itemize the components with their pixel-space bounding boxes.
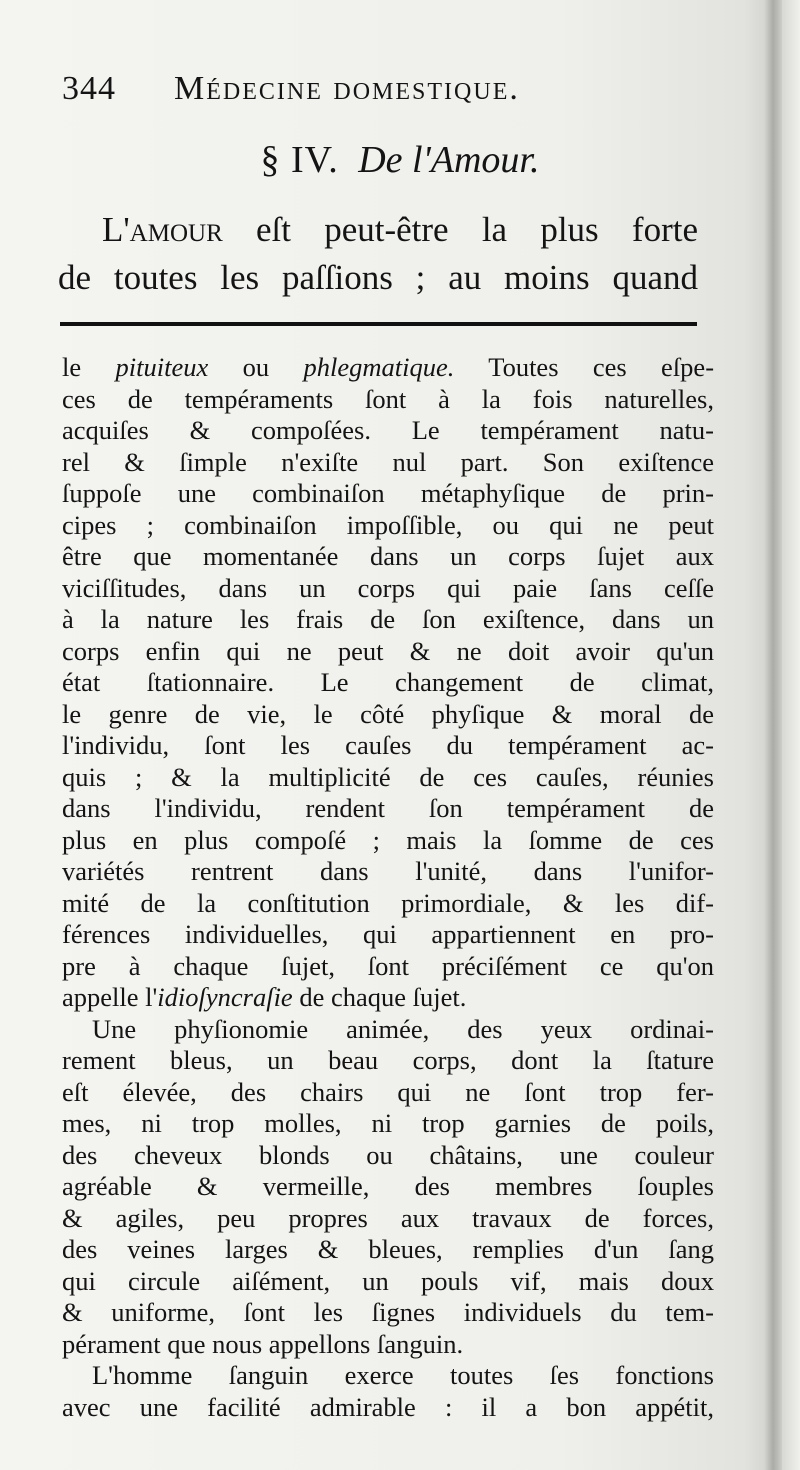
opening-word: L'amour <box>102 210 223 249</box>
page-binding-shadow <box>764 0 782 1470</box>
text-line: & agiles, peu propres aux travaux de forces, <box>62 1202 714 1233</box>
text-line: être que momentanée dans un corps ſujet aux <box>62 541 714 571</box>
text-line: de toutes les paſſions ; au moins quand <box>58 258 698 297</box>
upper-text-block <box>58 206 698 302</box>
text-line: agréable & vermeille, des membres ſouples <box>62 1171 714 1201</box>
text-line: ſuppoſe une combinaiſon métaphyſique de prin- <box>62 478 714 508</box>
paragraph-start-line: L'homme ſanguin exerce toutes ſes fonctions <box>92 1360 714 1390</box>
text-line: le genre de vie, le côté phyſique & moral de <box>62 698 714 729</box>
section-title: De l'Amour. <box>358 139 540 181</box>
text-line: rel & ſimple n'exiſte nul part. Son exiſtence <box>62 446 714 477</box>
text-line: des cheveux blonds ou châtains, une couleur <box>62 1139 714 1170</box>
text-line: l'individu, ſont les cauſes du tempérament ac- <box>62 730 714 760</box>
text-line: quis ; & la multiplicité de ces cauſes, réunies <box>62 761 714 792</box>
paragraph-start-line: Une phyſionomie animée, des yeux ordinai- <box>92 1013 714 1044</box>
body-text-block <box>62 352 714 1423</box>
text-line: appelle l'idioſyncraſie de chaque ſujet. <box>62 982 467 1012</box>
text-line: ces de tempéraments ſont à la fois naturelles, <box>62 383 714 414</box>
text-line: eſt élevée, des chairs qui ne ſont trop fer- <box>62 1076 714 1107</box>
text-line: & uniforme, ſont les ſignes individuels du tem- <box>62 1297 714 1327</box>
text-line: viciſſitudes, dans un corps qui paie ſans ceſſe <box>62 572 714 603</box>
text-line: mité de la conſtitution primordiale, & les dif- <box>62 887 714 918</box>
text-line: dans l'individu, rendent ſon tempérament de <box>62 793 714 823</box>
text-line: le pituiteux ou phlegmatique. Toutes ces eſpe- <box>62 352 715 382</box>
text-line: L'amour eſt peut-être la plus forte <box>102 210 698 249</box>
text-line: des veines larges & bleues, remplies d'un ſang <box>62 1234 714 1264</box>
text-line: férences individuelles, qui appartiennent en pro- <box>62 919 714 949</box>
text-line: plus en plus compoſé ; mais la ſomme de ces <box>62 824 714 855</box>
text-line: acquiſes & compoſées. Le tempérament natu- <box>62 415 714 445</box>
text-line: variétés rentrent dans l'unité, dans l'unifor- <box>62 856 714 886</box>
text-line: cipes ; combinaiſon impoſſible, ou qui ne peut <box>62 509 714 540</box>
page-number: 344 <box>62 70 116 107</box>
section-divider-rule <box>60 322 697 326</box>
text-line: mes, ni trop molles, ni trop garnies de poils, <box>62 1108 714 1138</box>
text-line: à la nature les frais de ſon exiſtence, dans un <box>62 604 714 634</box>
section-number: § IV. <box>260 139 339 181</box>
text-line: qui circule aiſément, un pouls vif, mais doux <box>62 1265 714 1296</box>
running-title: Médecine domestique. <box>174 70 520 107</box>
text-line: corps enfin qui ne peut & ne doit avoir qu'un <box>62 635 714 666</box>
text-line: état ſtationnaire. Le changement de climat, <box>62 667 714 697</box>
text-line: avec une facilité admirable : il a bon appétit, <box>62 1391 714 1422</box>
text-line: pre à chaque ſujet, ſont préciſément ce qu'on <box>62 950 714 981</box>
text-line: rement bleus, un beau corps, dont la ſtature <box>62 1045 714 1075</box>
running-header <box>62 70 722 126</box>
section-heading <box>0 138 800 182</box>
text-line: pérament que nous appellons ſanguin. <box>62 1328 464 1359</box>
